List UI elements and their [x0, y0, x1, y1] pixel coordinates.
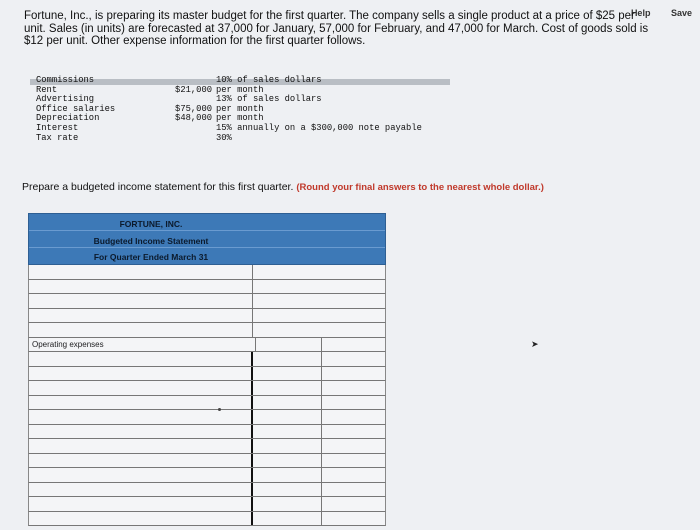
expense-description: per month [216, 84, 264, 95]
total-input[interactable] [322, 441, 385, 455]
expense-label: Commissions [36, 75, 95, 85]
account-cell[interactable] [29, 425, 253, 439]
expense-label: Office salaries [36, 103, 116, 114]
account-input[interactable] [29, 470, 252, 484]
mouse-cursor-icon: ➤ [531, 339, 539, 349]
operating-expenses-label: Operating expenses [29, 338, 256, 352]
statement-row [28, 425, 386, 440]
account-input[interactable] [29, 484, 252, 498]
account-input[interactable] [29, 310, 252, 324]
income-statement-form [28, 213, 386, 526]
total-input[interactable] [322, 455, 385, 469]
account-cell[interactable] [29, 410, 253, 424]
amount-cell[interactable] [251, 352, 322, 366]
amount-input[interactable] [253, 441, 321, 455]
total-cell[interactable] [253, 294, 385, 308]
question-text: Fortune, Inc., is preparing its master budget for the first quarter. The company sells a single product at a price of $25 per unit. Sales (in units) are forecasted at 37,000 for January, 57,000 for February, and 47,000 for March. Cost of goods sold is $12 per unit. Other expense information for the first quarter follows. [24, 10, 649, 47]
total-input[interactable] [322, 470, 385, 484]
statement-header [28, 213, 386, 265]
expense-label: Tax rate [36, 132, 79, 143]
rounding-note: (Round your final answers to the nearest whole dollar.) [296, 182, 544, 193]
statement-row [28, 396, 386, 411]
account-input[interactable] [29, 426, 252, 440]
amount-input[interactable] [253, 412, 321, 426]
total-input[interactable] [322, 397, 385, 411]
amount-cell[interactable] [251, 425, 322, 439]
account-input[interactable] [29, 455, 252, 469]
expense-amount: $21,000 [175, 84, 212, 95]
save-link[interactable]: Save [670, 8, 692, 18]
total-cell[interactable] [322, 468, 385, 482]
account-cell[interactable] [29, 294, 253, 308]
amount-input[interactable] [253, 484, 321, 498]
expense-description: per month [216, 103, 264, 114]
account-cell[interactable] [29, 483, 253, 497]
total-cell[interactable] [253, 265, 385, 279]
amount-cell[interactable] [251, 483, 322, 497]
stray-dot [218, 408, 221, 411]
statement-row [28, 468, 386, 483]
account-cell[interactable] [29, 396, 253, 410]
account-cell[interactable] [29, 280, 253, 294]
account-cell[interactable] [29, 367, 253, 381]
statement-row [28, 497, 386, 512]
statement-row [28, 439, 386, 454]
account-input[interactable] [29, 354, 252, 368]
statement-row [28, 323, 386, 338]
total-cell[interactable] [322, 425, 385, 439]
expense-amount: $75,000 [175, 103, 212, 114]
amount-input[interactable] [253, 499, 321, 513]
total-cell[interactable] [322, 439, 385, 453]
total-input[interactable] [322, 426, 385, 440]
total-input[interactable] [322, 513, 385, 527]
amount-cell[interactable] [251, 454, 322, 468]
expense-description: 15% annually on a $300,000 note payable [216, 122, 422, 133]
account-cell[interactable] [29, 439, 253, 453]
statement-row [28, 454, 386, 469]
total-input[interactable] [322, 368, 385, 382]
account-input[interactable] [29, 296, 252, 310]
account-cell[interactable] [29, 468, 253, 482]
expense-description: per month [216, 113, 264, 124]
account-input[interactable] [29, 412, 252, 426]
statement-row [28, 367, 386, 382]
total-cell[interactable] [322, 352, 385, 366]
amount-input[interactable] [253, 383, 321, 397]
total-cell[interactable] [253, 309, 385, 323]
account-input[interactable] [29, 383, 252, 397]
statement-title: Budgeted Income Statement [93, 236, 209, 246]
company-name: FORTUNE, INC. [119, 219, 183, 229]
statement-row [28, 309, 386, 324]
statement-row [28, 265, 386, 280]
statement-row [28, 338, 386, 353]
amount-cell[interactable] [251, 381, 322, 395]
total-cell[interactable] [322, 410, 385, 424]
amount-cell[interactable] [251, 439, 322, 453]
account-input[interactable] [29, 441, 252, 455]
total-input[interactable] [253, 310, 385, 324]
statement-period: For Quarter Ended March 31 [93, 252, 209, 262]
expense-label: Advertising [36, 94, 95, 105]
account-cell[interactable] [29, 309, 253, 323]
instruction [22, 181, 544, 193]
statement-row [28, 280, 386, 295]
total-cell[interactable] [322, 338, 385, 352]
expense-label: Depreciation [36, 113, 100, 124]
account-cell[interactable] [29, 454, 253, 468]
amount-cell[interactable] [251, 497, 322, 511]
amount-input[interactable] [253, 397, 321, 411]
total-input[interactable] [253, 267, 385, 281]
total-cell[interactable] [322, 396, 385, 410]
expense-description: 13% of sales dollars [216, 94, 322, 105]
expense-label: Interest [36, 122, 79, 133]
account-cell[interactable] [29, 323, 253, 337]
total-input[interactable] [322, 484, 385, 498]
total-cell[interactable] [322, 367, 385, 381]
total-cell[interactable] [253, 323, 385, 337]
account-input[interactable] [29, 325, 252, 339]
amount-cell [253, 338, 322, 352]
total-cell[interactable] [253, 280, 385, 294]
expense-description: 10% of sales dollars [216, 75, 322, 85]
total-cell[interactable] [322, 483, 385, 497]
expense-description: 30% [216, 132, 232, 143]
total-input[interactable] [253, 281, 385, 295]
amount-cell[interactable] [251, 367, 322, 381]
amount-cell[interactable] [251, 396, 322, 410]
statement-row [28, 381, 386, 396]
total-input[interactable] [322, 354, 385, 368]
amount-input[interactable] [253, 426, 321, 440]
statement-row [28, 294, 386, 309]
account-input[interactable] [29, 513, 252, 527]
total-cell[interactable] [322, 454, 385, 468]
amount-cell[interactable] [251, 410, 322, 424]
account-cell[interactable] [29, 381, 253, 395]
total-cell[interactable] [322, 381, 385, 395]
amount-input[interactable] [253, 368, 321, 382]
account-input[interactable] [29, 499, 252, 513]
amount-input[interactable] [253, 455, 321, 469]
instruction-text: Prepare a budgeted income statement for this first quarter. [22, 181, 294, 193]
account-cell[interactable] [29, 497, 253, 511]
expense-label: Rent [36, 84, 58, 95]
total-cell[interactable] [322, 512, 385, 526]
amount-input[interactable] [253, 513, 321, 527]
total-input[interactable] [322, 499, 385, 513]
help-link[interactable]: Help [630, 8, 651, 18]
account-cell[interactable] [29, 512, 253, 526]
total-cell[interactable] [322, 497, 385, 511]
account-input[interactable] [29, 368, 252, 382]
account-cell[interactable] [29, 352, 253, 366]
statement-row [28, 352, 386, 367]
account-input[interactable] [29, 281, 252, 295]
amount-cell[interactable] [251, 468, 322, 482]
expense-amount: $48,000 [175, 113, 212, 124]
amount-input[interactable] [253, 354, 321, 368]
total-input[interactable] [253, 296, 385, 310]
total-input[interactable] [322, 412, 385, 426]
total-input[interactable] [322, 383, 385, 397]
amount-cell[interactable] [251, 512, 322, 526]
amount-input[interactable] [253, 470, 321, 484]
statement-row [28, 483, 386, 498]
statement-row [28, 512, 386, 527]
statement-grid [28, 265, 386, 526]
total-input[interactable] [253, 325, 385, 339]
total-input[interactable] [322, 339, 385, 353]
statement-row [28, 410, 386, 425]
account-cell[interactable] [29, 265, 253, 279]
account-input[interactable] [29, 267, 252, 281]
